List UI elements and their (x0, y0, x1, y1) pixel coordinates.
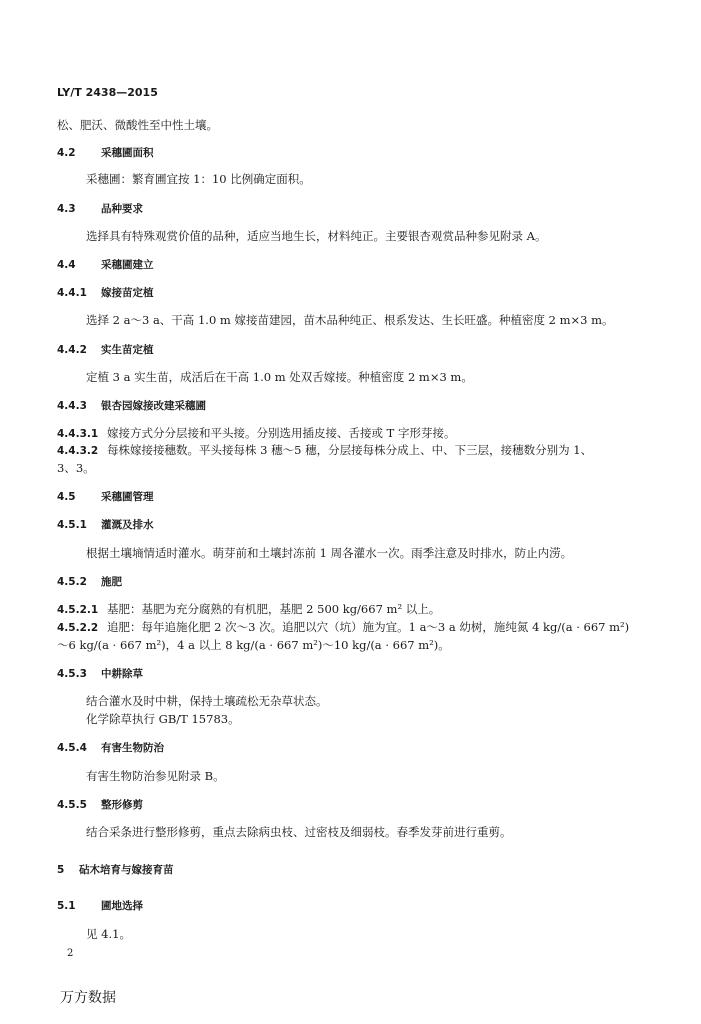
heading-4-5-2: 4.5.2 施肥 (57, 576, 122, 588)
clause-4-4-3-2-cont: 3、3。 (57, 461, 95, 475)
heading-4-5-3: 4.5.3 中耕除草 (57, 668, 143, 680)
clause-4-5-2-1: 4.5.2.1 基肥：基肥为充分腐熟的有机肥，基肥 2 500 kg/667 m² 以上。 (57, 602, 441, 616)
paragraph-4-2: 采穗圃：繁育圃宜按 1：10 比例确定面积。 (86, 172, 311, 186)
paragraph-5-1: 见 4.1。 (86, 927, 131, 941)
paragraph-4-5-3-a: 结合灌水及时中耕，保持土壤疏松无杂草状态。 (86, 694, 328, 708)
clause-4-4-3-1: 4.4.3.1 嫁接方式分分层接和平头接。分别选用插皮接、舌接或 T 字形芽接。 (57, 426, 456, 440)
heading-4-5-4: 4.5.4 有害生物防治 (57, 742, 164, 754)
heading-5-1: 5.1 圃地选择 (57, 900, 143, 912)
paragraph-4-5-5: 结合采条进行整形修剪，重点去除病虫枝、过密枝及细弱枝。春季发芽前进行重剪。 (86, 825, 512, 839)
heading-4-2: 4.2 采穗圃面积 (57, 147, 154, 159)
paragraph-4-5-3-b: 化学除草执行 GB/T 15783。 (86, 712, 240, 726)
paragraph-4-4-1: 选择 2 a～3 a、干高 1.0 m 嫁接苗建园，苗木品种纯正、根系发达、生长旺盛。种植密度 2 m×3 m。 (86, 313, 614, 327)
clause-4-5-2-2-cont: ～6 kg/(a · 667 m²)，4 a 以上 8 kg/(a · 667 m²)～10 kg/(a · 667 m²)。 (57, 638, 450, 652)
heading-4-3: 4.3 品种要求 (57, 203, 143, 215)
watermark-brand: 万方数据 (60, 990, 116, 1006)
paragraph-continuation: 松、肥沃、微酸性至中性土壤。 (57, 118, 218, 132)
paragraph-4-4-2: 定植 3 a 实生苗，成活后在干高 1.0 m 处双舌嫁接。种植密度 2 m×3 m。 (86, 370, 473, 384)
heading-4-5: 4.5 采穗圃管理 (57, 491, 154, 503)
heading-5: 5 砧木培育与嫁接育苗 (57, 864, 174, 876)
paragraph-4-5-4: 有害生物防治参见附录 B。 (86, 769, 225, 783)
heading-4-4: 4.4 采穗圃建立 (57, 259, 154, 271)
standard-code: LY/T 2438—2015 (57, 86, 158, 99)
paragraph-4-5-1: 根据土壤墒情适时灌水。萌芽前和土壤封冻前 1 周各灌水一次。雨季注意及时排水，防止内涝。 (86, 546, 573, 560)
heading-4-4-3: 4.4.3 银杏园嫁接改建采穗圃 (57, 400, 206, 412)
page-number: 2 (67, 948, 74, 959)
heading-4-5-1: 4.5.1 灌溉及排水 (57, 519, 154, 531)
paragraph-4-3: 选择具有特殊观赏价值的品种，适应当地生长，材料纯正。主要银杏观赏品种参见附录 A。 (86, 229, 547, 243)
clause-4-4-3-2: 4.4.3.2 每株嫁接接穗数。平头接每株 3 穗～5 穗，分层接每株分成上、中、下三层，接穗数分别为 1、 (57, 443, 593, 457)
clause-4-5-2-2: 4.5.2.2 追肥：每年追施化肥 2 次～3 次。追肥以穴（坑）施为宜。1 a～3 a 幼树，施纯氮 4 kg/(a · 667 m²) (57, 620, 630, 634)
heading-4-5-5: 4.5.5 整形修剪 (57, 799, 143, 811)
heading-4-4-2: 4.4.2 实生苗定植 (57, 344, 154, 356)
heading-4-4-1: 4.4.1 嫁接苗定植 (57, 287, 154, 299)
